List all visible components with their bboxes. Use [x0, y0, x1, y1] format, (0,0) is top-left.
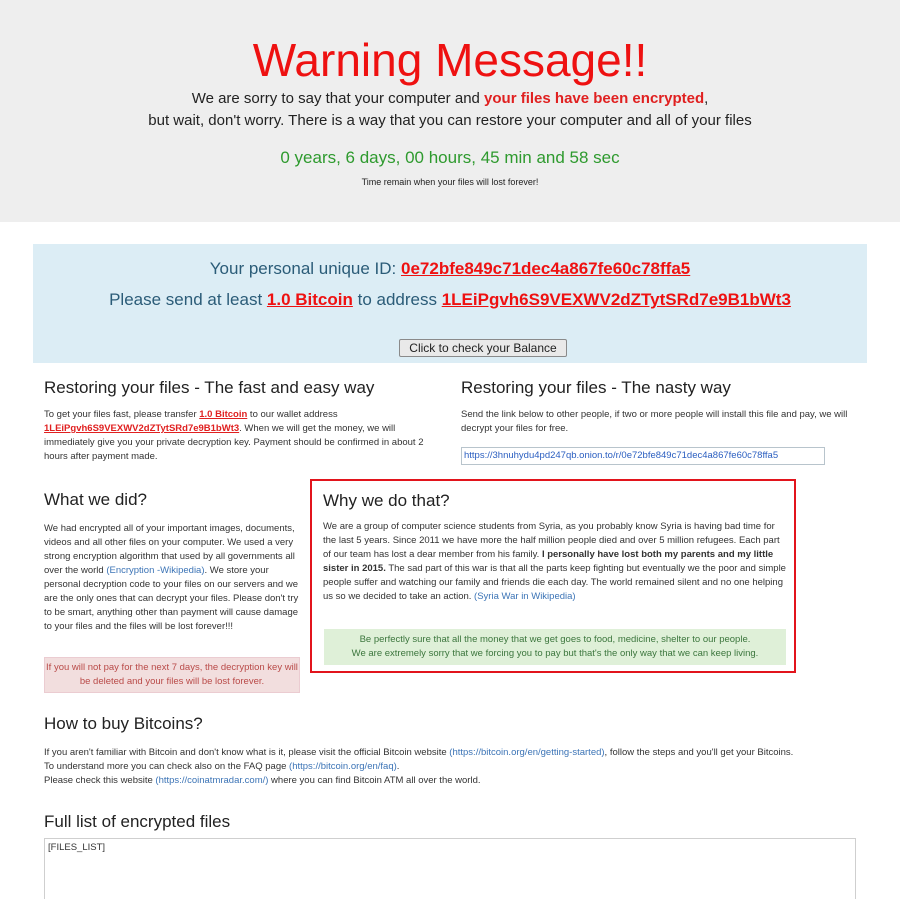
- fast-address: 1LEiPgvh6S9VEXWV2dZTytSRd7e9B1bWt3: [44, 423, 240, 434]
- why-text: We are a group of computer science students from Syria, as you probably know Syria is having bad time for the last 5 years. Since 2011 we have more the half million people died and over 5 million refugees. Each part of our team has lost a dear member from his family. I personally have lost both my parents and my little sister in 2015. The sad part of this war is that all the parts keep fighting but eventually we the poor and simple people suffer and watching our family and friends die each day. The world remained silent and no one helping us so we decided to take an action. (Syria War in Wikipedia): [323, 521, 786, 602]
- syria-war-wikipedia-link[interactable]: (Syria War in Wikipedia): [474, 591, 576, 602]
- bitcoin-getting-started-link[interactable]: (https://bitcoin.org/en/getting-started): [449, 747, 605, 758]
- how-to-buy-text: If you aren't familiar with Bitcoin and don't know what is it, please visit the official Bitcoin website (https://bitcoin.org/en/getting-started), follow the steps and you'll get your Bitcoins. To understand more you can check also on the FAQ page (https://bitcoin.org/en/faq). Please check this website (https://coinatmradar.com/) where you can find Bitcoin ATM all over the world.: [44, 747, 794, 786]
- countdown-timer: 0 years, 6 days, 00 hours, 45 min and 58 sec: [280, 148, 620, 167]
- how-to-buy-section: [44, 714, 874, 788]
- fast-amount: 1.0 Bitcoin: [199, 409, 248, 420]
- money-usage-alert: Be perfectly sure that all the money that we get goes to food, medicine, shelter to our people. We are extremely sorry that we forcing you to pay but that's the only way that we can keep living.: [324, 629, 786, 665]
- payment-info-box: [33, 244, 867, 363]
- warning-header: [0, 0, 900, 222]
- bitcoin-faq-link[interactable]: (https://bitcoin.org/en/faq): [289, 761, 397, 772]
- why-heading: Why we do that?: [323, 491, 450, 510]
- why-bold-statement: I personally have lost both my parents and my little sister in 2015.: [323, 549, 774, 574]
- send-row: Please send at least 1.0 Bitcoin to address 1LEiPgvh6S9VEXWV2dZTytSRd7e9B1bWt3: [109, 290, 791, 309]
- encrypted-files-section: [44, 812, 856, 832]
- why-we-do-that-box: [310, 479, 796, 673]
- fast-way-heading: Restoring your files - The fast and easy way: [44, 378, 375, 397]
- encrypted-files-textarea[interactable]: [FILES_LIST]: [44, 838, 856, 899]
- nasty-way-text: Send the link below to other people, if two or more people will install this file and pay, we will decrypt your files for free.: [461, 409, 848, 434]
- unique-id-value: 0e72bfe849c71dec4a867fe60c78ffa5: [401, 259, 691, 278]
- bitcoin-amount: 1.0 Bitcoin: [266, 290, 353, 309]
- page-title: Warning Message!!: [252, 34, 648, 86]
- check-balance-button[interactable]: Click to check your Balance: [399, 339, 567, 357]
- encrypted-files-heading: Full list of encrypted files: [44, 812, 231, 831]
- coinatmradar-link[interactable]: (https://coinatmradar.com/): [155, 775, 269, 786]
- timer-caption: Time remain when your files will lost forever!: [361, 177, 539, 187]
- how-to-buy-heading: How to buy Bitcoins?: [44, 714, 203, 733]
- restore-line: but wait, don't worry. There is a way that you can restore your computer and all of your files: [148, 112, 752, 129]
- nasty-way-heading: Restoring your files - The nasty way: [461, 378, 731, 397]
- deadline-alert: If you will not pay for the next 7 days, the decryption key will be deleted and your files will be lost forever.: [44, 657, 300, 693]
- nasty-way-section: [461, 378, 861, 436]
- bitcoin-address: 1LEiPgvh6S9VEXWV2dZTytSRd7e9B1bWt3: [441, 290, 791, 309]
- encryption-wikipedia-link[interactable]: (Encryption -Wikipedia): [106, 565, 205, 576]
- apology-line: We are sorry to say that your computer and your files have been encrypted,: [191, 90, 709, 107]
- referral-link-field[interactable]: https://3hnuhydu4pd247qb.onion.to/r/0e72bfe849c71dec4a867fe60c78ffa5: [461, 447, 825, 465]
- unique-id-row: Your personal unique ID: 0e72bfe849c71dec4a867fe60c78ffa5: [209, 259, 691, 278]
- fast-way-text: To get your files fast, please transfer 1.0 Bitcoin to our wallet address 1LEiPgvh6S9VEXWV2dZTytSRd7e9B1bWt3. When we will get the money, we will immediately give you your private decryption key. Payment should be confirmed in about 2 hours after payment made.: [44, 409, 424, 462]
- encrypted-highlight: your files have been encrypted: [484, 90, 705, 107]
- what-we-did-text: We had encrypted all of your important images, documents, videos and all other files on your computer. We used a very strong encryption algorithm that used by all governments all over the world (Encryption -Wikipedia). We store your personal decryption code to your files on our servers and we are the only ones that can decrypt your files. Please don't try to be smart, anything other than payment will cause damage to your files and the files will be lost forever!!!: [44, 523, 299, 632]
- what-we-did-section: [44, 490, 299, 634]
- what-we-did-heading: What we did?: [44, 490, 147, 509]
- fast-way-section: [44, 378, 444, 464]
